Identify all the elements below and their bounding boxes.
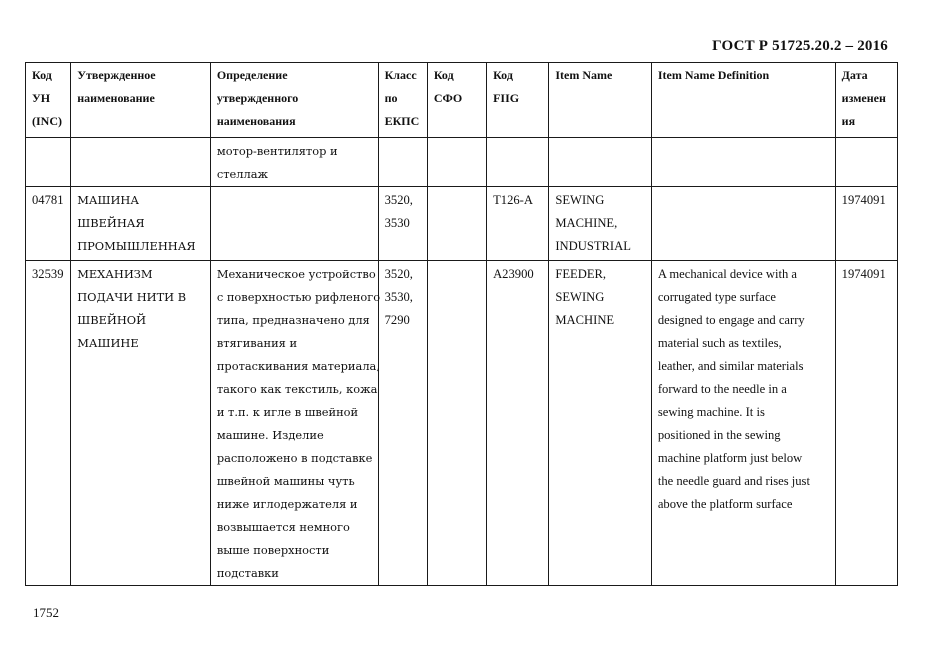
cell-definition-ru — [210, 138, 378, 187]
cell-definition-ru — [210, 187, 378, 261]
col-item-name-header — [549, 63, 651, 138]
cell-date — [835, 138, 897, 187]
cell-line: 1974091 — [841, 267, 886, 281]
cell-line: подставки — [216, 566, 279, 580]
header-line: утвержденного — [216, 91, 299, 105]
cell-line: Механическое устройство — [216, 267, 376, 281]
cell-line: T126-A — [493, 193, 533, 207]
cell-line: INDUSTRIAL — [555, 239, 631, 253]
cell-line: above the platform surface — [657, 497, 793, 511]
cell-line: МАШИНА — [77, 193, 139, 207]
cell-line: ПРОМЫШЛЕННАЯ — [77, 239, 196, 253]
cell-line: leather, and similar materials — [657, 359, 804, 373]
col-definition-ru-header — [210, 63, 378, 138]
cell-line: A23900 — [493, 267, 534, 281]
cell-item-definition — [651, 187, 835, 261]
cell-item-name — [549, 261, 651, 586]
header-line: Утвержденное — [77, 68, 156, 82]
header-line: ЕКПС — [384, 114, 420, 128]
header-line: по — [384, 91, 398, 105]
header-line: Код — [493, 68, 513, 82]
table-row — [26, 261, 898, 586]
cell-date — [835, 261, 897, 586]
header-line: Item Name Definition — [657, 68, 770, 82]
header-row — [26, 63, 898, 138]
col-date-header — [835, 63, 897, 138]
cell-approved-name — [71, 187, 211, 261]
cell-sfo — [427, 138, 486, 187]
col-sfo-header — [427, 63, 486, 138]
header-line: наименование — [77, 91, 155, 105]
cell-line: machine platform just below — [657, 451, 803, 465]
header-line: УН — [32, 91, 51, 105]
cell-line: A mechanical device with a — [657, 267, 797, 281]
cell-fiig — [487, 138, 549, 187]
cell-line: SEWING — [555, 290, 605, 304]
cell-line: и т.п. к игле в швейной — [216, 405, 359, 419]
cell-line: машине. Изделие — [216, 428, 324, 442]
header-line: Определение — [216, 68, 288, 82]
cell-line: 32539 — [32, 267, 64, 281]
header-line: Дата — [841, 68, 868, 82]
header-line: ия — [841, 114, 856, 128]
cell-line: 3520, — [384, 267, 413, 281]
cell-line: SEWING — [555, 193, 605, 207]
col-fiig-header — [487, 63, 549, 138]
cell-line: material such as textiles, — [657, 336, 782, 350]
cell-line: такого как текстиль, кожа — [216, 382, 378, 396]
cell-line: МАШИНЕ — [77, 336, 139, 350]
cell-line: sewing machine. It is — [657, 405, 765, 419]
col-approved-name-header — [71, 63, 211, 138]
cell-line: возвышается немного — [216, 520, 350, 534]
cell-approved-name — [71, 261, 211, 586]
cell-item-name — [549, 138, 651, 187]
cell-line: ШВЕЙНОЙ — [77, 313, 147, 327]
cell-line: протаскивания материала, — [216, 359, 380, 373]
cell-line: типа, предназначено для — [216, 313, 370, 327]
header-line: наименования — [216, 114, 296, 128]
cell-fiig — [487, 261, 549, 586]
cell-line: positioned in the sewing — [657, 428, 781, 442]
table-row — [26, 187, 898, 261]
cell-line: FEEDER, — [555, 267, 607, 281]
cell-sfo — [427, 187, 486, 261]
cell-line: 3520, — [384, 193, 413, 207]
cell-line: MACHINE — [555, 313, 615, 327]
cell-class — [378, 138, 427, 187]
cell-line: ПОДАЧИ НИТИ В — [77, 290, 187, 304]
header-line: Код — [433, 68, 454, 82]
header-line: Код — [32, 68, 52, 82]
header-line: Item Name — [555, 68, 613, 82]
cell-inc — [26, 187, 71, 261]
cell-definition-ru — [210, 261, 381, 586]
cell-line: 04781 — [32, 193, 64, 207]
cell-line: corrugated type surface — [657, 290, 777, 304]
cell-line: МЕХАНИЗМ — [77, 267, 153, 281]
header-line: (INC) — [32, 114, 62, 128]
cell-class — [378, 261, 427, 586]
catalog-table — [25, 62, 898, 586]
cell-fiig — [487, 187, 549, 261]
cell-line: 1974091 — [841, 193, 886, 207]
cell-sfo — [427, 261, 486, 586]
cell-line: designed to engage and carry — [657, 313, 805, 327]
header-line: FIIG — [493, 91, 520, 105]
page-number: 1752 — [33, 605, 59, 620]
table-row — [26, 138, 898, 187]
cell-line: выше поверхности — [216, 543, 330, 557]
cell-date — [835, 187, 897, 261]
cell-line: стеллаж — [216, 167, 268, 181]
col-item-definition-header — [651, 63, 835, 138]
cell-line: втягивания и — [216, 336, 298, 350]
cell-line: the needle guard and rises just — [657, 474, 810, 488]
cell-inc — [26, 261, 71, 586]
cell-line: швейной машины чуть — [216, 474, 355, 488]
header-line: Класс — [384, 68, 417, 82]
cell-item-name — [549, 187, 651, 261]
cell-line: ШВЕЙНАЯ — [77, 216, 145, 230]
cell-class — [378, 187, 427, 261]
cell-line: forward to the needle in a — [657, 382, 787, 396]
cell-line: мотор-вентилятор и — [216, 144, 338, 158]
cell-line: 7290 — [384, 313, 410, 327]
cell-approved-name — [71, 138, 211, 187]
cell-line: 3530, — [384, 290, 413, 304]
cell-line: расположено в подставке — [216, 451, 373, 465]
standard-code: ГОСТ Р 51725.20.2 – 2016 — [712, 38, 888, 54]
cell-item-definition — [651, 261, 835, 586]
col-inc-header — [26, 63, 71, 138]
header-line: СФО — [433, 91, 463, 105]
cell-inc — [26, 138, 71, 187]
cell-line: MACHINE, — [555, 216, 618, 230]
header-line: изменен — [841, 91, 886, 105]
cell-item-definition — [651, 138, 835, 187]
cell-line: ниже иглодержателя и — [216, 497, 358, 511]
col-class-header — [378, 63, 427, 138]
cell-line: с поверхностью рифленого — [216, 290, 381, 304]
cell-line: 3530 — [384, 216, 410, 230]
